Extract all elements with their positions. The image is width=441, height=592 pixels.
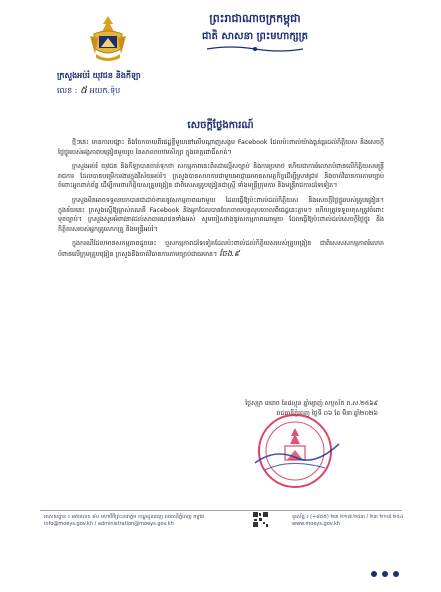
qr-code-icon: [253, 512, 268, 527]
footer-divider: [40, 510, 402, 511]
kingdom-header: ព្រះរាជាណាចក្រកម្ពុជា: [209, 12, 301, 25]
ornament-divider-icon: [205, 45, 305, 53]
statement-body: [58, 138, 384, 265]
official-seal-icon: [235, 408, 355, 494]
lunar-date: ថ្ងៃសុក្រ ៣រោច ខែផល្គុន ឆ្នាំម្សាញ់ សប្តស័ក ព.ស.២៥៦៩: [245, 400, 378, 407]
ref-number: ៥: [80, 85, 88, 96]
ministry-label: ក្រសួងអប់រំ យុវជន និងកីឡា: [57, 71, 141, 80]
handwritten-note: ចែង.៩: [219, 248, 240, 258]
pagination-dots-icon: [370, 570, 408, 578]
paragraph-4: [58, 239, 384, 259]
paragraph-4-text: ក្នុងករណីដែលមានសកម្មភាពដូចនេះ ឬសកម្មភាពដទៃទៀតដែលប៉ះពាល់ដល់កិត្តិយសរបស់គ្រូបង្រៀន ជាពិសេសសកម្មភាពរំលោភបំពានលើក្រុមគ្រូបង្រៀន ក្រសួងនឹងចាត់វិធានការតាមច្បាប់ជាធរមាន។: [58, 240, 384, 258]
footer-website: www.moeys.gov.kh: [292, 521, 341, 527]
footer-address: អាសយដ្ឋាន ៖ អគារលេខ ៨០ មហាវិថីព្រះនរោត្តម ខណ្ឌដូនពេញ រាជធានីភ្នំពេញ កម្ពុជា: [44, 514, 205, 520]
footer-emails: info@moeys.gov.kh / administration@moeys.gov.kh: [44, 521, 174, 527]
footer-phone: ទូរស័ព្ទ ៖ (+៨៥៥) ២៣ ២១៧ ២៥៣ / ២៣ ២១៧ ២៥៤: [292, 514, 404, 520]
paragraph-1: ថ្មីៗនេះ មានការបង្ហោះ និងចែកចាយពីផេដ្ឋខ្លីមួយនៅលើបណ្ដាញសង្គម Facebook ដែលប៉ះពាល់យ៉ាងធ្ងន់ធ្ងរដល់កិត្តិយស និងសេចក្តីថ្លៃថ្នូររបស់អង្គភាពបង្រៀនមួយរូប នៃសាលាបឋមសិក្សា ក្នុងខេត្តពោធិ៍សាត់។: [58, 139, 384, 156]
ref-label: លេខ :: [57, 86, 78, 95]
paragraph-3: ក្រសួងមិនអាចទទួលយកបានជាដាច់ខាតនូវសកម្មភាពណាមួយ ដែលធ្វើឱ្យប៉ះពាល់ដល់កិត្តិយស និងសេចក្តីថ្លៃថ្នូររបស់គ្រូបង្រៀន។ ក្នុងន័យនេះ ក្រសួងស្នើឱ្យម្ចាស់គណនី Facebook និងអ្នកដែលបានចែកចាយបន្តលុបចោលពីផេដ្ឋនេះភ្លាមៗ ហើយត្រូវទទួលខុសត្រូវចំពោះមុខច្បាប់។ ក្រសួងសូមអំពាវនាវដល់សាធារណជនទាំងអស់ សូមចៀសវាងនូវសកម្មភាពណាមួយ ដែលធ្វើឱ្យប៉ះពាល់ដល់សេចក្តីថ្លៃថ្នូរ និងកិត្តិយសរបស់អ្នកគ្រូលោកគ្រូ និងមន្ត្រីអប់រំ។: [58, 196, 384, 233]
national-motto: ជាតិ សាសនា ព្រះមហាក្សត្រ: [202, 31, 308, 42]
reference-number: [57, 83, 120, 98]
royal-emblem-icon: [86, 14, 130, 62]
ministry-name: [57, 70, 141, 82]
document-title: សេចក្តីថ្លែងការណ៍: [187, 120, 254, 131]
ref-suffix: អយក.ទ៉ុប: [89, 86, 121, 95]
paragraph-2: ក្រសួងអប់រំ យុវជន និងកីឡាបានចាត់ទុកថា សកម្មភាពនេះពិតជាល្មើសច្បាប់ និងការប្រមាថ ហើយជាការរំលោភបំពានលើកិត្តិយសមន្ត្រីរាជការ ដែលបានបម្រើការងារក្នុងវិស័យអប់រំ។ ក្រសួងបានសហការជាមួយអាជ្ញាធរមានសមត្ថកិច្ចដើម្បីស្រាវជ្រាវ និងចាត់វិធានការតាមច្បាប់ចំពោះអ្នកពាក់ព័ន្ធ ដើម្បីការពារកិត្តិយសគ្រូបង្រៀន ជាពិសេសគ្រូបង្រៀនជាស្ត្រី ទាំងមន្ត្រីក្រុមការ និងមន្ត្រីរាជការដទៃទៀត។: [58, 163, 384, 190]
solar-date: រាជធានីភ្នំពេញ ថ្ងៃទី ០៦ ខែ មីនា ឆ្នាំ២០២៦: [276, 410, 378, 417]
